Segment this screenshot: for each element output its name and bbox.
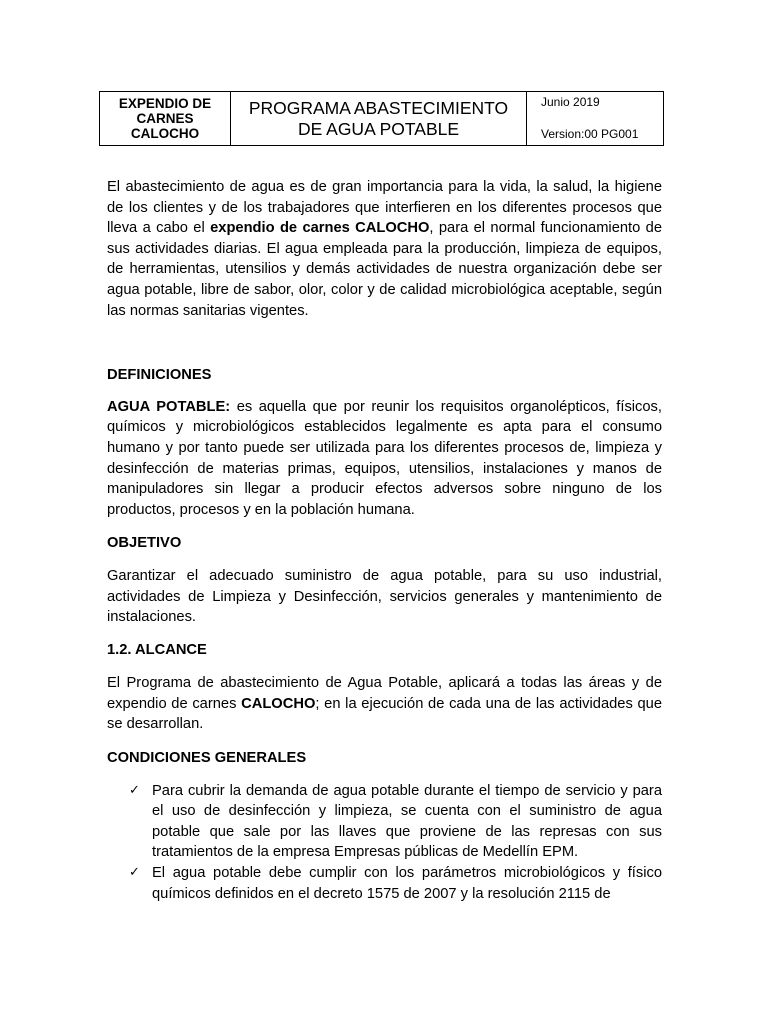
alcance-bold-text: CALOCHO <box>241 695 316 712</box>
document-body <box>107 177 662 904</box>
document-title-line: DE AGUA POTABLE <box>297 118 460 139</box>
definiciones-heading: DEFINICIONES <box>107 367 212 384</box>
definicion-paragraph <box>107 397 662 521</box>
meta-cell <box>527 92 664 146</box>
checkmark-icon: ✓ <box>129 782 140 798</box>
company-cell <box>100 92 231 146</box>
objetivo-heading: OBJETIVO <box>107 535 182 552</box>
list-item-text: Para cubrir la demanda de agua potable durante el tiempo de servicio y para el uso de desinfección y limpieza, se cuenta con el suministro de agua potable que sale por las llaves que proviene de las represas con sus tratamientos de la empresa Empresas públicas de Medellín EPM. <box>152 782 662 861</box>
alcance-heading: 1.2. ALCANCE <box>107 641 207 658</box>
company-line: CARNES <box>136 111 194 126</box>
company-line: CALOCHO <box>130 126 200 141</box>
company-line: EXPENDIO DE <box>118 96 212 111</box>
condiciones-heading: CONDICIONES GENERALES <box>107 750 307 767</box>
list-item <box>107 781 662 863</box>
intro-text: El abastecimiento de agua es de gran importancia para la vida, la salud, la higiene de los clientes y de los trabajadores que interfieren en los diferentes procesos que lleva a cabo el <box>107 179 662 237</box>
condiciones-list <box>107 781 662 905</box>
document-header-table <box>99 91 664 146</box>
document-version: Version:00 PG001 <box>541 127 639 141</box>
alcance-text: El Programa de abastecimiento de Agua Potable, aplicará a todas las áreas y de expendio de carnes <box>107 675 662 712</box>
title-cell <box>231 92 527 146</box>
intro-paragraph <box>107 177 662 321</box>
list-item <box>107 863 662 904</box>
document-date: Junio 2019 <box>541 95 600 109</box>
document-title-line: PROGRAMA ABASTECIMIENTO <box>248 97 509 118</box>
intro-bold-text: expendio de carnes CALOCHO <box>210 220 430 237</box>
definicion-text: es aquella que por reunir los requisitos organolépticos, físicos, químicos y microbiológicos establecidos legalmente es apta para el consumo humano y por tanto puede ser utilizada para los diferentes procesos de, limpieza y desinfección de materias primas, equipos, utensilios, instalaciones y manos de manipuladores sin llegar a producir efectos adversos sobre ninguno de los productos, procesos y en la población humana. <box>107 398 662 518</box>
alcance-paragraph <box>107 673 662 735</box>
checkmark-icon: ✓ <box>129 865 140 881</box>
objetivo-paragraph: Garantizar el adecuado suministro de agua potable, para su uso industrial, actividades de Limpieza y Desinfección, servicios generales y mantenimiento de instalaciones. <box>107 567 662 626</box>
list-item-text: El agua potable debe cumplir con los parámetros microbiológicos y físico químicos definidos en el decreto 1575 de 2007 y la resolución 2115 de <box>152 865 662 902</box>
intro-text: , para el normal funcionamiento de sus actividades diarias. El agua empleada para la producción, limpieza de equipos, de herramientas, utensilios y demás actividades de nuestra organización debe ser agua potable, libre de sabor, olor, color y de calidad microbiológica aceptable, según las normas sanitarias vigentes. <box>107 220 662 319</box>
alcance-text: ; en la ejecución de cada una de las actividades que se desarrollan. <box>107 695 662 733</box>
definicion-term: AGUA POTABLE: <box>107 398 231 415</box>
